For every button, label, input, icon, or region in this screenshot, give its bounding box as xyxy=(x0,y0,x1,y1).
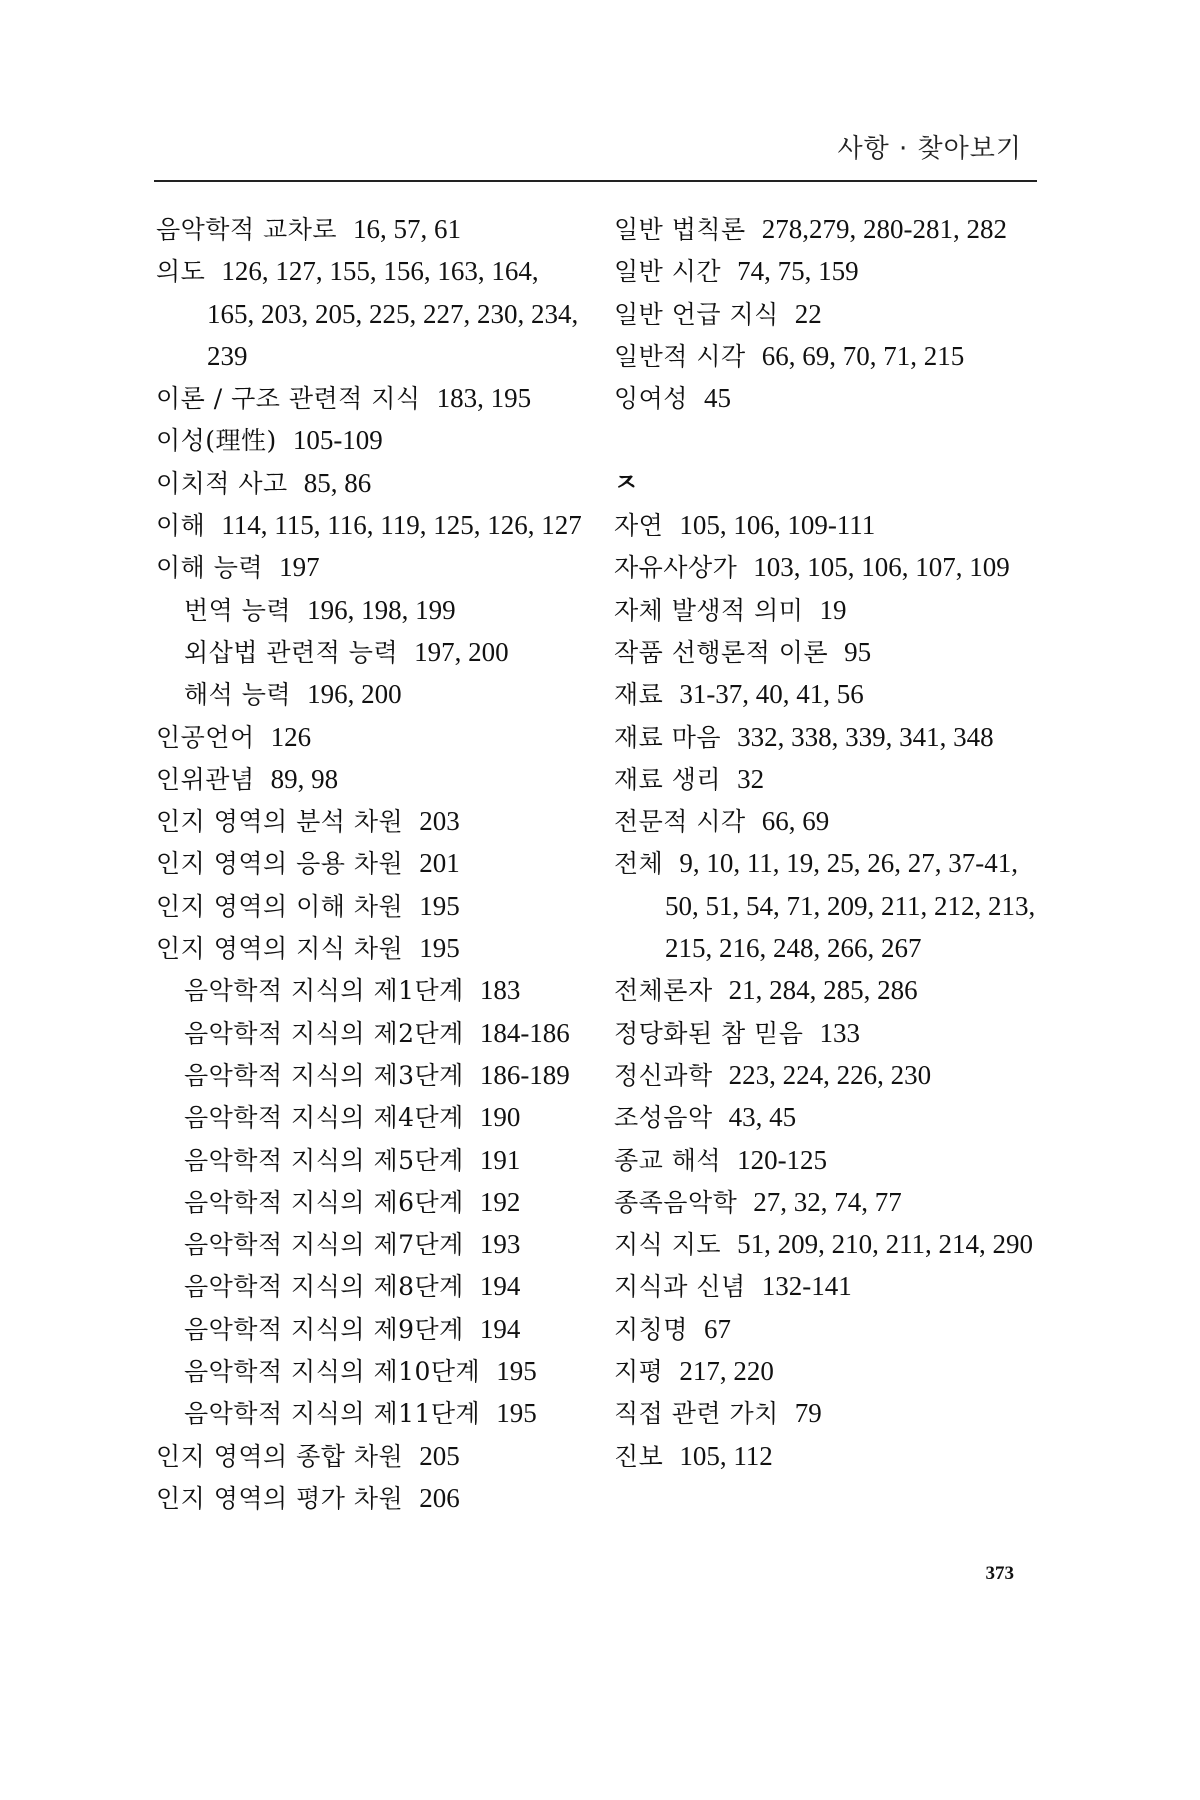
index-subentry xyxy=(156,1265,596,1307)
index-entry xyxy=(614,293,1054,335)
index-pages: 186-189 xyxy=(479,1059,570,1090)
index-term: 음악학적 교차로 xyxy=(156,215,337,244)
index-term: 재료 생리 xyxy=(614,764,722,794)
index-subentry xyxy=(156,631,596,673)
running-head: 사항 · 찾아보기 xyxy=(837,134,1022,164)
index-pages: 105, 106, 109-111 xyxy=(679,510,876,541)
index-pages: 195 xyxy=(419,890,460,921)
index-entry xyxy=(614,631,1054,673)
index-pages: 126 xyxy=(270,721,312,752)
index-term: 이론 / 구조 관련적 지식 xyxy=(156,384,421,414)
index-pages: 193 xyxy=(479,1229,521,1260)
index-entry-continuation xyxy=(156,293,596,335)
index-entry xyxy=(614,1139,1054,1181)
index-pages: 51, 209, 210, 211, 214, 290 xyxy=(737,1229,1034,1260)
index-pages: 95 xyxy=(844,636,872,667)
index-term: 잉여성 xyxy=(614,384,688,414)
index-pages: 196, 198, 199 xyxy=(307,594,456,625)
index-term: 직접 관련 가치 xyxy=(614,1399,779,1429)
index-term: 음악학적 지식의 제6단계 xyxy=(184,1187,464,1217)
index-pages: 278,279, 280-281, 282 xyxy=(761,214,1007,244)
index-pages: 190 xyxy=(479,1102,521,1133)
index-pages: 43, 45 xyxy=(728,1102,797,1133)
index-term: 지식과 신념 xyxy=(614,1272,746,1302)
index-pages: 332, 338, 339, 341, 348 xyxy=(737,721,994,752)
index-pages: 32 xyxy=(737,763,765,794)
index-term: 이해 xyxy=(156,511,206,541)
index-term: 이성(理性) xyxy=(156,426,277,456)
index-pages: 74, 75, 159 xyxy=(737,256,859,287)
index-term: 재료 마음 xyxy=(614,722,722,752)
index-pages: 22 xyxy=(794,298,822,329)
section-gap xyxy=(614,419,1054,461)
index-term: 음악학적 지식의 제8단계 xyxy=(184,1272,464,1302)
index-term: 인지 영역의 평가 차원 xyxy=(156,1483,404,1513)
index-entry-continuation xyxy=(614,885,1054,927)
index-entry xyxy=(156,716,596,758)
index-term: 이해 능력 xyxy=(156,553,264,583)
index-subentry xyxy=(156,1308,596,1350)
index-term: 인지 영역의 응용 차원 xyxy=(156,849,404,879)
index-term: 인지 영역의 분석 차원 xyxy=(156,807,404,837)
index-pages: 223, 224, 226, 230 xyxy=(728,1059,932,1090)
index-term: 인위관념 xyxy=(156,764,255,794)
index-pages: 183, 195 xyxy=(436,383,532,414)
index-entry xyxy=(614,1265,1054,1307)
index-entry xyxy=(614,969,1054,1011)
index-entry xyxy=(614,842,1054,884)
index-term: 자체 발생적 의미 xyxy=(614,595,804,625)
index-term: 일반적 시각 xyxy=(614,341,746,371)
index-entry xyxy=(614,1181,1054,1223)
index-pages: 195 xyxy=(496,1356,537,1387)
index-pages: 183 xyxy=(479,975,521,1006)
index-subentry xyxy=(156,1350,596,1392)
index-term: 음악학적 지식의 제2단계 xyxy=(184,1018,464,1048)
index-entry xyxy=(614,250,1054,292)
index-term: 음악학적 지식의 제3단계 xyxy=(184,1060,464,1090)
index-subentry xyxy=(156,589,596,631)
index-entry xyxy=(156,1477,596,1519)
index-pages: 194 xyxy=(479,1271,521,1302)
index-term: 일반 시간 xyxy=(614,257,722,287)
index-entry xyxy=(156,927,596,969)
index-subentry xyxy=(156,1223,596,1265)
index-entry xyxy=(156,758,596,800)
index-term: 진보 xyxy=(614,1441,664,1471)
index-term: 번역 능력 xyxy=(184,595,292,625)
index-pages: 67 xyxy=(703,1313,731,1344)
index-pages: 45 xyxy=(703,383,731,414)
index-entry xyxy=(614,1054,1054,1096)
index-pages: 195 xyxy=(419,933,460,964)
index-term: 인지 영역의 이해 차원 xyxy=(156,891,404,921)
index-entry xyxy=(614,1096,1054,1138)
index-term: 전체론자 xyxy=(614,976,713,1006)
index-pages: 126, 127, 155, 156, 163, 164, xyxy=(221,256,539,287)
index-pages: 201 xyxy=(419,848,460,879)
index-term: 음악학적 지식의 제10단계 xyxy=(184,1357,481,1387)
index-pages: 192 xyxy=(479,1186,521,1217)
index-subentry xyxy=(156,969,596,1011)
index-term: 정신과학 xyxy=(614,1060,713,1090)
index-pages: 205 xyxy=(419,1440,460,1471)
index-term: 인공언어 xyxy=(156,722,255,752)
index-entry xyxy=(156,800,596,842)
index-term: 지평 xyxy=(614,1357,664,1387)
index-subentry xyxy=(156,1012,596,1054)
index-pages: 203 xyxy=(419,806,460,837)
index-pages: 184-186 xyxy=(479,1017,570,1048)
index-term: 자유사상가 xyxy=(614,553,738,583)
index-entry-continuation xyxy=(614,927,1054,969)
index-term: 지식 지도 xyxy=(614,1230,722,1260)
index-entry xyxy=(156,885,596,927)
index-column-left xyxy=(156,208,596,1519)
index-term: 종족음악학 xyxy=(614,1187,738,1217)
index-pages: 66, 69 xyxy=(761,806,830,837)
section-heading: ㅈ xyxy=(614,467,639,497)
index-term: 작품 선행론적 이론 xyxy=(614,637,829,667)
index-entry xyxy=(156,208,596,250)
index-pages: 105-109 xyxy=(292,425,383,456)
index-pages: 133 xyxy=(819,1017,860,1048)
index-pages: 165, 203, 205, 225, 227, 230, 234, xyxy=(207,298,579,329)
index-entry xyxy=(614,1223,1054,1265)
index-entry xyxy=(156,462,596,504)
index-pages: 206 xyxy=(419,1482,460,1513)
index-entry-continuation xyxy=(156,335,596,377)
index-term: 자연 xyxy=(614,511,664,541)
index-pages: 50, 51, 54, 71, 209, 211, 212, 213, xyxy=(665,890,1036,921)
index-pages: 194 xyxy=(479,1313,521,1344)
index-pages: 27, 32, 74, 77 xyxy=(753,1186,902,1217)
index-term: 지칭명 xyxy=(614,1314,688,1344)
index-entry xyxy=(156,377,596,419)
index-entry xyxy=(614,673,1054,715)
index-entry xyxy=(614,208,1054,250)
index-term: 종교 해석 xyxy=(614,1145,722,1175)
index-pages: 21, 284, 285, 286 xyxy=(728,975,918,1006)
index-entry xyxy=(614,758,1054,800)
index-term: 일반 언급 지식 xyxy=(614,299,779,329)
index-term: 음악학적 지식의 제5단계 xyxy=(184,1145,464,1175)
index-pages: 105, 112 xyxy=(679,1440,773,1471)
index-term: 해석 능력 xyxy=(184,680,292,710)
index-term: 음악학적 지식의 제1단계 xyxy=(184,976,464,1006)
index-term: 재료 xyxy=(614,680,664,710)
index-pages: 196, 200 xyxy=(307,679,402,710)
index-pages: 89, 98 xyxy=(270,763,339,794)
index-term: 전체 xyxy=(614,849,664,879)
index-term: 이치적 사고 xyxy=(156,468,288,498)
index-subentry xyxy=(156,1392,596,1434)
index-term: 인지 영역의 지식 차원 xyxy=(156,934,404,964)
index-entry xyxy=(614,546,1054,588)
index-term: 음악학적 지식의 제7단계 xyxy=(184,1230,464,1260)
index-pages: 197, 200 xyxy=(414,636,509,667)
index-entry xyxy=(156,419,596,461)
index-pages: 19 xyxy=(819,594,847,625)
index-term: 정당화된 참 믿음 xyxy=(614,1018,804,1048)
index-term: 음악학적 지식의 제4단계 xyxy=(184,1103,464,1133)
index-entry xyxy=(614,1308,1054,1350)
index-entry xyxy=(156,250,596,292)
index-entry xyxy=(156,842,596,884)
index-subentry xyxy=(156,1139,596,1181)
index-pages: 114, 115, 116, 119, 125, 126, 127 xyxy=(221,510,582,541)
index-entry xyxy=(156,1435,596,1477)
index-term: 조성음악 xyxy=(614,1103,713,1133)
index-entry xyxy=(614,800,1054,842)
index-entry xyxy=(614,377,1054,419)
index-entry xyxy=(614,589,1054,631)
index-term: 의도 xyxy=(156,257,206,287)
index-entry xyxy=(614,1435,1054,1477)
index-pages: 9, 10, 11, 19, 25, 26, 27, 37-41, xyxy=(679,848,1019,879)
header-rule xyxy=(154,180,1037,182)
page-number: 373 xyxy=(985,1563,1014,1584)
index-term: 전문적 시각 xyxy=(614,807,746,837)
index-entry xyxy=(156,504,596,546)
index-pages: 79 xyxy=(794,1398,822,1429)
index-entry xyxy=(156,546,596,588)
index-pages: 191 xyxy=(479,1144,521,1175)
index-pages: 239 xyxy=(207,340,248,371)
index-pages: 195 xyxy=(496,1398,537,1429)
index-term: 일반 법칙론 xyxy=(614,215,746,244)
index-subentry xyxy=(156,1096,596,1138)
index-entry xyxy=(614,716,1054,758)
index-pages: 85, 86 xyxy=(303,467,372,498)
index-entry xyxy=(614,1350,1054,1392)
index-subentry xyxy=(156,1181,596,1223)
index-subentry xyxy=(156,1054,596,1096)
index-pages: 66, 69, 70, 71, 215 xyxy=(761,340,965,371)
index-pages: 103, 105, 106, 107, 109 xyxy=(753,552,1010,583)
index-pages: 217, 220 xyxy=(679,1356,774,1387)
index-column-right xyxy=(614,208,1054,1477)
index-pages: 197 xyxy=(279,552,320,583)
index-term: 인지 영역의 종합 차원 xyxy=(156,1441,404,1471)
index-entry xyxy=(614,1392,1054,1434)
index-pages: 31-37, 40, 41, 56 xyxy=(679,679,864,710)
index-subentry xyxy=(156,673,596,715)
index-pages: 16, 57, 61 xyxy=(353,214,461,244)
index-term: 음악학적 지식의 제11단계 xyxy=(184,1399,481,1429)
index-pages: 120-125 xyxy=(737,1144,828,1175)
index-pages: 132-141 xyxy=(761,1271,852,1302)
index-entry xyxy=(614,1012,1054,1054)
index-entry xyxy=(614,504,1054,546)
index-term: 외삽법 관련적 능력 xyxy=(184,637,399,667)
index-entry xyxy=(614,335,1054,377)
index-pages: 215, 216, 248, 266, 267 xyxy=(665,933,922,964)
index-term: 음악학적 지식의 제9단계 xyxy=(184,1314,464,1344)
